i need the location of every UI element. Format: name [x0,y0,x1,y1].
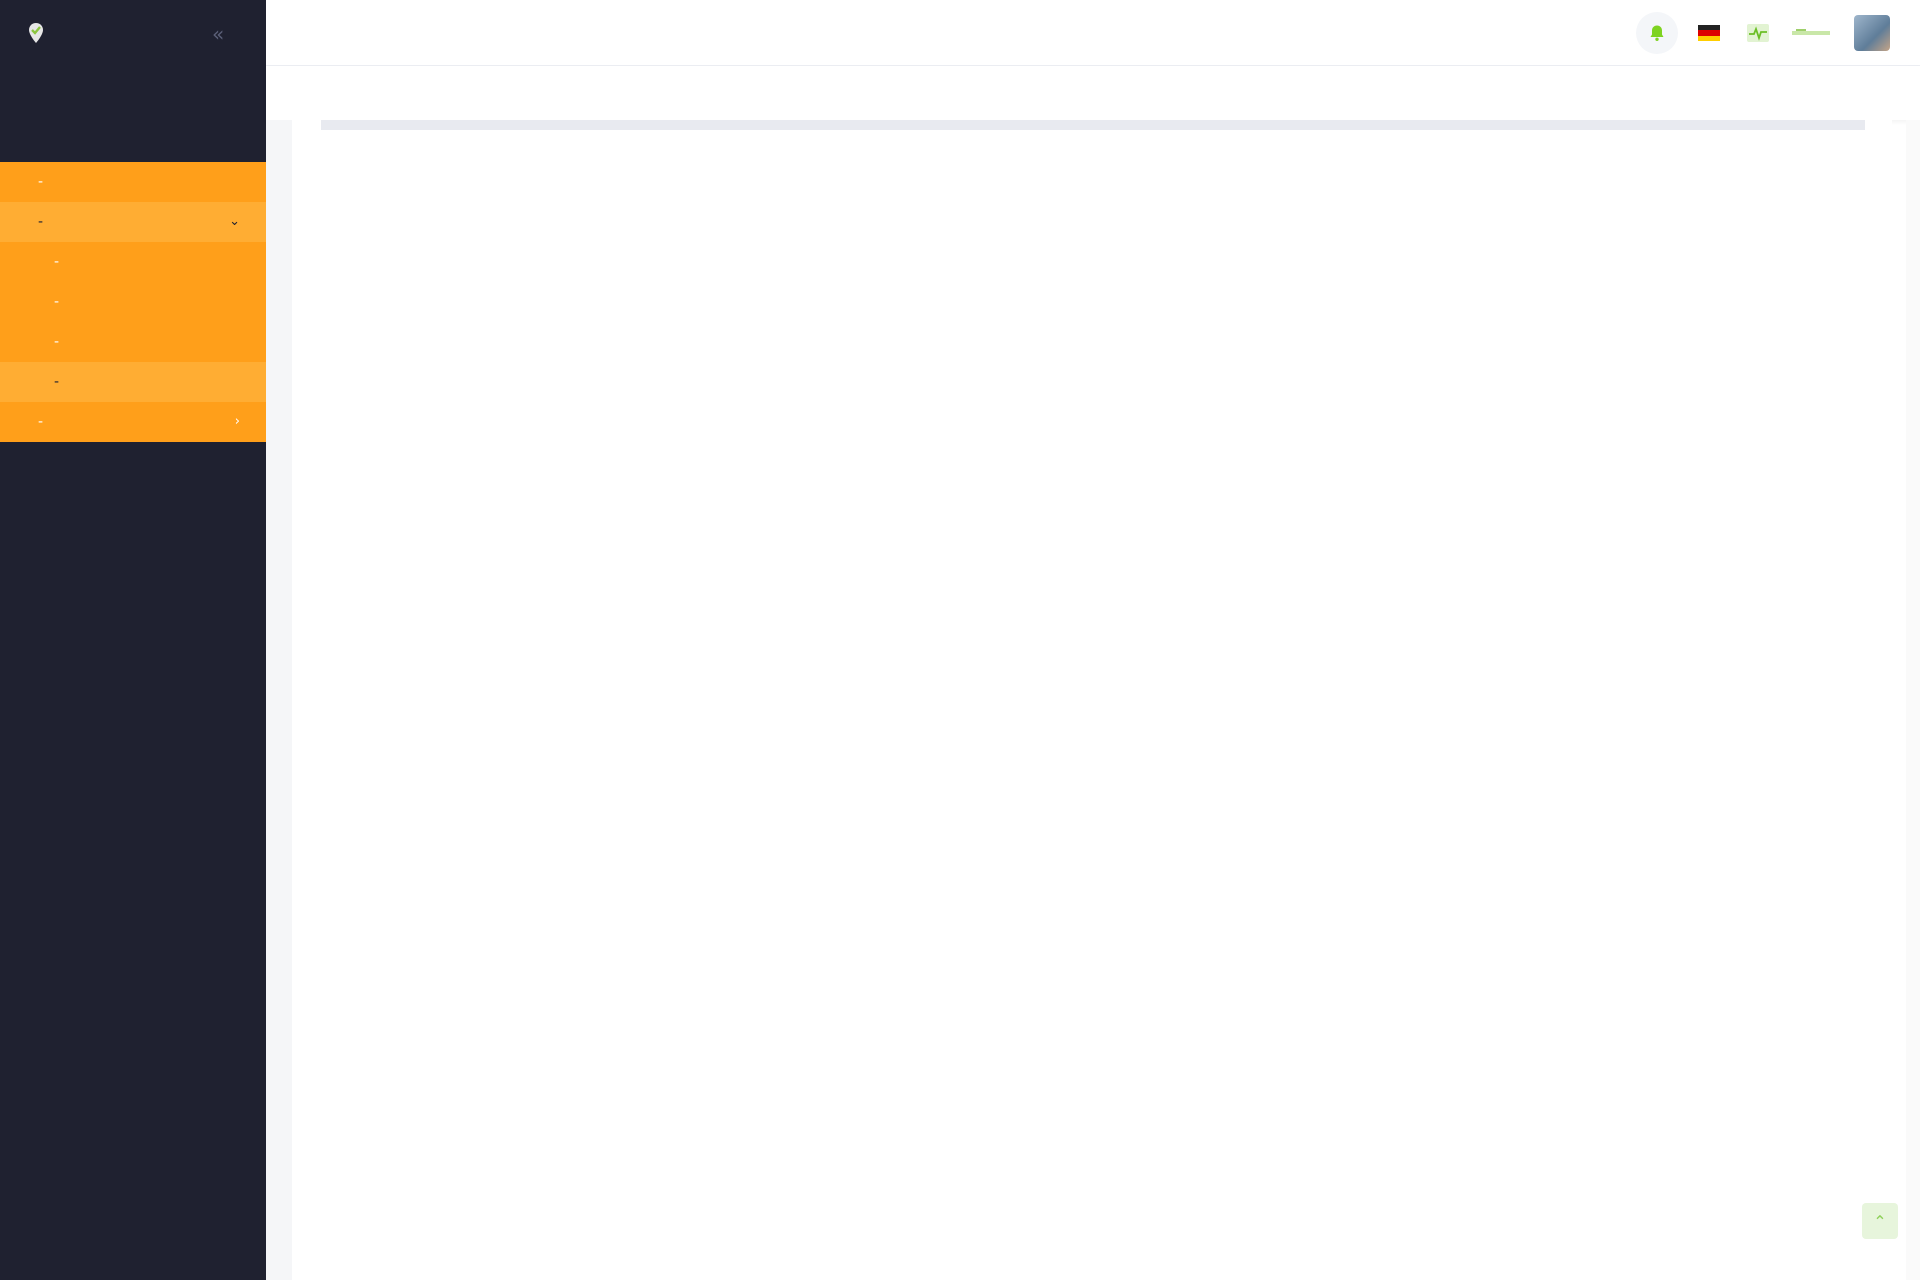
scroll-to-top-button[interactable] [1862,1203,1898,1239]
sub-item-dashboard[interactable]: - [38,174,44,190]
section-administration [0,470,266,510]
location-pin-icon [28,22,44,44]
sub-item-tags[interactable]: - [54,334,60,350]
sub-item-redakteure[interactable]: - › [38,414,240,430]
sub-item-projekte[interactable]: - [54,254,60,270]
german-flag-icon[interactable] [1698,25,1720,41]
bell-icon [1648,24,1666,42]
sub-item-vermarktungen[interactable]: - [54,294,60,310]
brand [0,0,266,66]
top-header [266,0,1920,66]
sidebar [0,0,266,1280]
content-panel [292,120,1892,1280]
section-verwaltung [0,122,266,162]
avatar[interactable] [1854,15,1890,51]
sub-item-ausruestung[interactable]: - [0,362,266,402]
partner-logo-icon [1792,27,1830,39]
notification-button[interactable] [1636,12,1678,54]
arrow-up-icon: ⌃ [1873,1211,1887,1231]
activity-pulse-icon[interactable] [1746,23,1770,43]
collapse-sidebar-icon[interactable]: « [212,22,225,46]
content-area [266,120,1892,1280]
page-scrollbar[interactable] [1906,120,1920,1280]
page-header [266,66,1920,120]
regionsadmin-submenu [0,162,266,442]
sub-item-einstellungen[interactable]: - ⌄ [0,202,266,242]
chevron-right-icon: › [234,414,240,429]
table-header-strip [321,120,1865,130]
chevron-down-icon: ⌄ [229,214,240,229]
